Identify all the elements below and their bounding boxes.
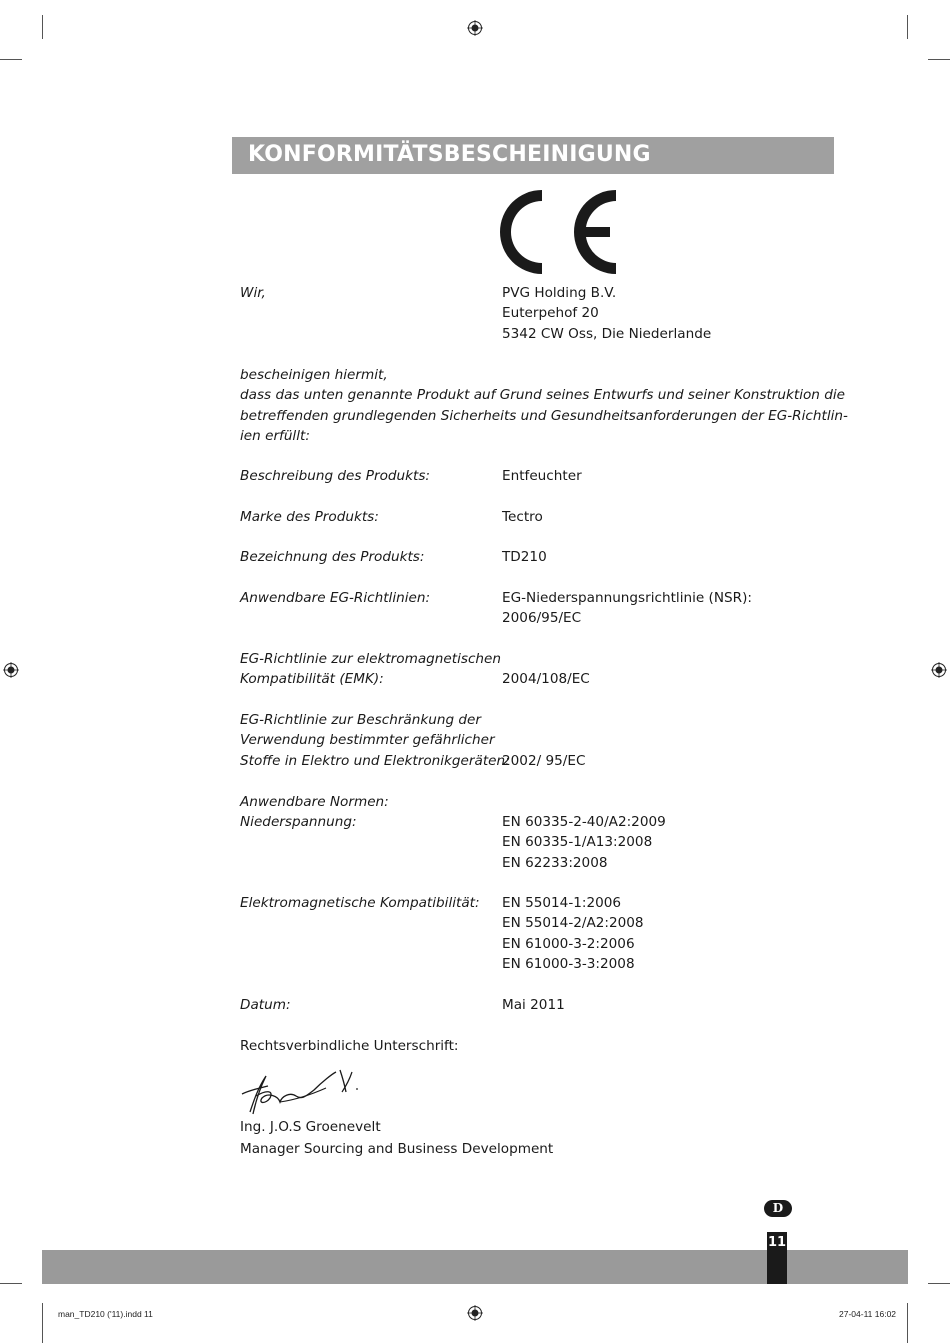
directive-line: EG-Niederspannungsrichtlinie (NSR): — [502, 590, 752, 606]
registration-mark-icon — [3, 662, 19, 678]
address-line: 5342 CW Oss, Die Niederlande — [502, 325, 712, 342]
directives-label: Anwendbare EG-Richtlinien: — [240, 590, 431, 606]
signature-label: Rechtsverbindliche Unterschrift: — [240, 1038, 459, 1054]
standard-line: EN 55014-1:2006 — [502, 895, 622, 911]
declarant-address — [502, 283, 711, 344]
crop-mark — [907, 15, 908, 39]
rohs-label-line: Verwendung bestimmter gefährlicher — [240, 732, 495, 749]
crop-mark — [928, 1283, 950, 1284]
description-label: Beschreibung des Produkts: — [240, 468, 431, 484]
crop-mark — [42, 1303, 43, 1343]
brand-value: Tectro — [502, 509, 543, 525]
description-value: Entfeuchter — [502, 468, 582, 484]
signatory-name: Ing. J.O.S Groenevelt — [240, 1119, 381, 1135]
emc-label-line: EG-Richtlinie zur elektromagnetischen — [240, 651, 502, 667]
product-name-label: Bezeichnung des Produkts: — [240, 549, 425, 565]
declarant-label: Wir, — [240, 285, 266, 301]
registration-mark-icon — [931, 662, 947, 678]
crop-mark — [928, 59, 950, 60]
registration-mark-icon — [467, 1305, 483, 1321]
emc-standards-label: Elektromagnetische Kompatibilität: — [240, 895, 480, 911]
signature-image — [236, 1066, 366, 1118]
signatory-title: Manager Sourcing and Business Development — [240, 1141, 554, 1157]
crop-mark — [0, 59, 22, 60]
print-slug-filename: man_TD210 ('11).indd 11 — [58, 1309, 153, 1319]
rohs-directive-label — [240, 710, 510, 771]
statement-line: dass das unten genannte Produkt auf Grund seines Entwurfs und seiner Konstruktion die — [240, 387, 846, 404]
ce-mark-icon — [498, 188, 620, 276]
print-slug-timestamp: 27-04-11 16:02 — [839, 1309, 897, 1319]
statement-paragraph — [240, 365, 848, 446]
address-line: PVG Holding B.V. — [502, 285, 617, 301]
directive-line: 2006/95/EC — [502, 610, 582, 627]
standard-line: EN 62233:2008 — [502, 854, 608, 871]
brand-label: Marke des Produkts: — [240, 509, 379, 525]
standard-line: EN 61000-3-2:2006 — [502, 935, 635, 952]
standard-line: EN 60335-1/A13:2008 — [502, 834, 653, 851]
crop-mark — [0, 1283, 22, 1284]
standard-line: EN 55014-2/A2:2008 — [502, 915, 644, 932]
directives-value — [502, 588, 752, 629]
date-label: Datum: — [240, 997, 291, 1013]
statement-line: ien erfüllt: — [240, 427, 310, 444]
emc-directive-label — [240, 649, 501, 690]
title-bar — [232, 137, 834, 174]
product-name-value: TD210 — [502, 549, 547, 565]
rohs-directive-value: 2002/ 95/EC — [502, 753, 586, 769]
crop-mark — [907, 1303, 908, 1343]
emc-directive-value: 2004/108/EC — [502, 671, 590, 687]
rohs-label-line: EG-Richtlinie zur Beschränkung der — [240, 712, 481, 728]
standards-heading: Anwendbare Normen: — [240, 794, 389, 810]
low-voltage-standards — [502, 812, 666, 873]
language-badge: D — [764, 1200, 792, 1217]
crop-mark — [42, 15, 43, 39]
rohs-label-line: Stoffe in Elektro und Elektronikgeräten: — [240, 752, 510, 769]
date-value: Mai 2011 — [502, 997, 565, 1013]
page-title: KONFORMITÄTSBESCHEINIGUNG — [248, 142, 651, 167]
standard-line: EN 61000-3-3:2008 — [502, 955, 635, 972]
page-number: 11 — [767, 1235, 787, 1250]
emc-label-line: Kompatibilität (EMK): — [240, 671, 384, 688]
low-voltage-label: Niederspannung: — [240, 814, 357, 830]
statement-line: betreffenden grundlegenden Sicherheits und Gesundheitsanforderungen der EG-Richtlin- — [240, 407, 848, 424]
statement-line: bescheinigen hiermit, — [240, 367, 388, 383]
standard-line: EN 60335-2-40/A2:2009 — [502, 814, 666, 830]
registration-mark-icon — [467, 20, 483, 36]
address-line: Euterpehof 20 — [502, 305, 599, 322]
emc-standards — [502, 893, 644, 974]
